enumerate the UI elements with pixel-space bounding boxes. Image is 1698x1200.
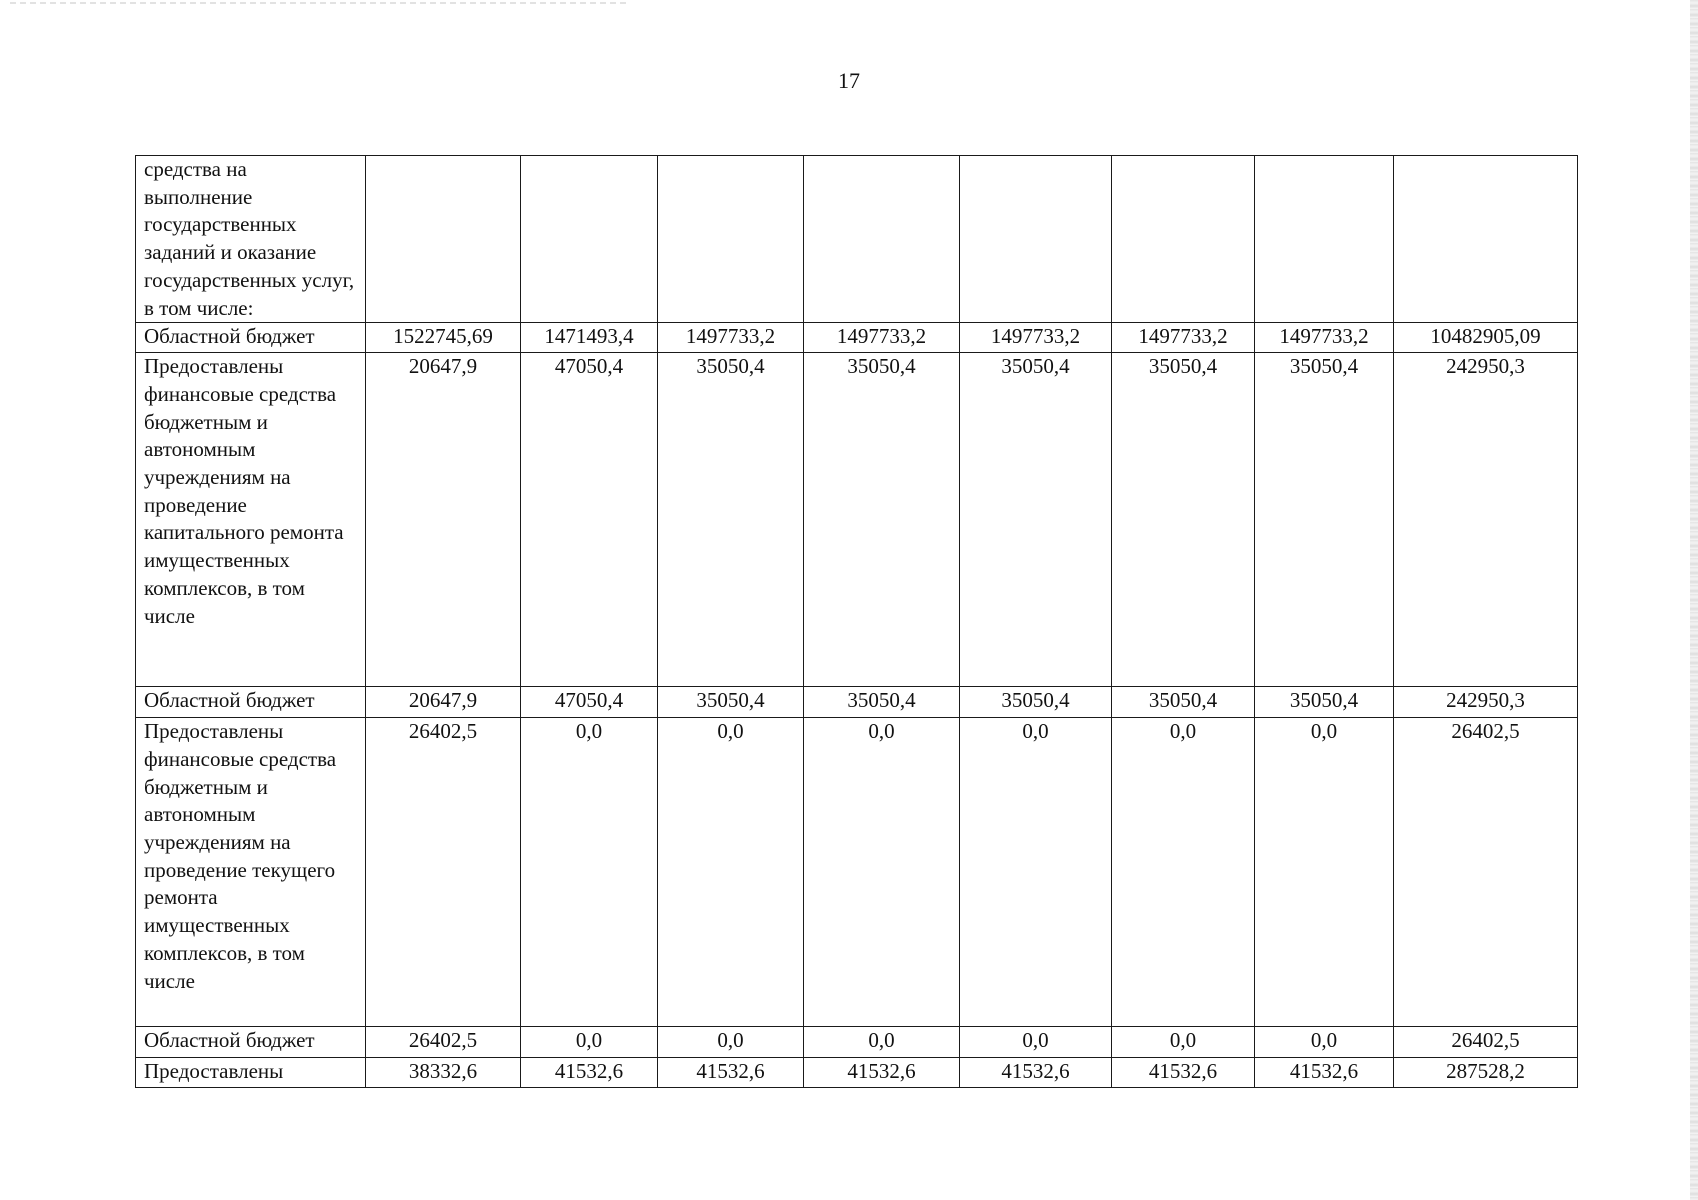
table-cell: 26402,5	[1394, 718, 1578, 1027]
table-cell: 26402,5	[1394, 1027, 1578, 1058]
table-cell: 20647,9	[366, 687, 521, 718]
table-cell: 0,0	[1112, 1027, 1255, 1058]
table-cell	[366, 156, 521, 323]
table-cell: 41532,6	[1112, 1058, 1255, 1088]
table-cell: 0,0	[521, 1027, 658, 1058]
table-cell: 41532,6	[960, 1058, 1112, 1088]
table-row	[136, 156, 1578, 323]
table-cell	[804, 156, 960, 323]
table-cell: 1471493,4	[521, 323, 658, 353]
row-label: Областной бюджет	[136, 323, 366, 353]
table-cell: 35050,4	[1112, 687, 1255, 718]
table-cell: 10482905,09	[1394, 323, 1578, 353]
table-cell: 35050,4	[804, 687, 960, 718]
table-cell	[1394, 156, 1578, 323]
table-cell	[960, 156, 1112, 323]
table-cell: 0,0	[521, 718, 658, 1027]
table-cell: 0,0	[804, 718, 960, 1027]
table-row	[136, 718, 1578, 1027]
table-cell: 287528,2	[1394, 1058, 1578, 1088]
table-cell: 35050,4	[804, 353, 960, 687]
table-cell	[1255, 156, 1394, 323]
budget-table	[135, 155, 1578, 1088]
table-cell: 35050,4	[960, 353, 1112, 687]
table-cell: 35050,4	[1255, 687, 1394, 718]
table-cell: 41532,6	[658, 1058, 804, 1088]
table-cell: 1497733,2	[1255, 323, 1394, 353]
table-cell: 1522745,69	[366, 323, 521, 353]
table-cell: 35050,4	[1255, 353, 1394, 687]
table-row	[136, 687, 1578, 718]
table-row	[136, 323, 1578, 353]
scan-artifact-edge	[1690, 0, 1698, 1200]
row-label: Областной бюджет	[136, 1027, 366, 1058]
table-cell: 0,0	[658, 1027, 804, 1058]
table-cell: 26402,5	[366, 718, 521, 1027]
table-cell	[521, 156, 658, 323]
row-label: Предоставлены финансовые средства бюджетным и автономным учреждениям на проведение капитального ремонта имущественных комплексов, в том числе	[136, 353, 366, 687]
table-cell	[1112, 156, 1255, 323]
table-cell: 0,0	[1112, 718, 1255, 1027]
table-cell: 20647,9	[366, 353, 521, 687]
table-cell: 0,0	[960, 1027, 1112, 1058]
table-cell: 41532,6	[804, 1058, 960, 1088]
row-label: средства на выполнение государственных заданий и оказание государственных услуг, в том числе:	[136, 156, 366, 323]
table-cell: 47050,4	[521, 687, 658, 718]
table-cell: 1497733,2	[1112, 323, 1255, 353]
table-cell: 0,0	[960, 718, 1112, 1027]
row-label: Предоставлены финансовые средства бюджетным и автономным учреждениям на проведение текущего ремонта имущественных комплексов, в том числе	[136, 718, 366, 1027]
table-cell: 35050,4	[658, 687, 804, 718]
table-row	[136, 1058, 1578, 1088]
table-cell	[658, 156, 804, 323]
table-cell: 242950,3	[1394, 353, 1578, 687]
table-cell: 35050,4	[1112, 353, 1255, 687]
table-cell: 47050,4	[521, 353, 658, 687]
table-cell: 1497733,2	[658, 323, 804, 353]
table-cell: 35050,4	[658, 353, 804, 687]
table-cell: 41532,6	[521, 1058, 658, 1088]
scan-artifact-top	[10, 2, 630, 4]
table-row	[136, 1027, 1578, 1058]
table-cell: 242950,3	[1394, 687, 1578, 718]
row-label: Предоставлены	[136, 1058, 366, 1088]
table-cell: 38332,6	[366, 1058, 521, 1088]
table-cell: 1497733,2	[804, 323, 960, 353]
table-cell: 26402,5	[366, 1027, 521, 1058]
table-cell: 0,0	[804, 1027, 960, 1058]
row-label: Областной бюджет	[136, 687, 366, 718]
table-cell: 0,0	[1255, 718, 1394, 1027]
table-cell: 1497733,2	[960, 323, 1112, 353]
table-row	[136, 353, 1578, 687]
table-cell: 0,0	[1255, 1027, 1394, 1058]
page-number: 17	[838, 68, 860, 93]
table-cell: 41532,6	[1255, 1058, 1394, 1088]
table-cell: 0,0	[658, 718, 804, 1027]
table-cell: 35050,4	[960, 687, 1112, 718]
